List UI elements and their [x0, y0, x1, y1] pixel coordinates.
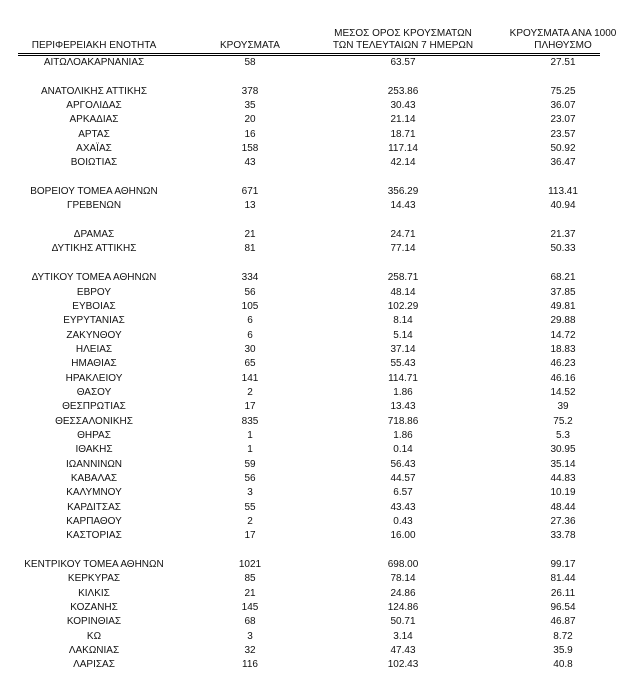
region-cell: ΘΕΣΠΡΩΤΙΑΣ — [62, 401, 126, 413]
rate-cell: 30.95 — [550, 444, 576, 456]
region-cell: ΗΛΕΙΑΣ — [75, 343, 113, 355]
cases-cell: 116 — [242, 659, 258, 671]
region-cell: ΒΟΡΕΙΟΥ ΤΟΜΕΑ ΑΘΗΝΩΝ — [30, 186, 158, 198]
table-body — [0, 56, 600, 673]
average-cell: 8.14 — [393, 315, 413, 327]
average-cell: 56.43 — [390, 458, 416, 470]
table-row — [0, 630, 600, 644]
table-row — [0, 386, 600, 400]
table-row — [0, 156, 600, 170]
region-cell: ΘΗΡΑΣ — [77, 429, 111, 441]
table-row — [0, 228, 600, 242]
header-cases: ΚΡΟΥΣΜΑΤΑ — [220, 40, 280, 51]
region-cell: ΚΟΖΑΝΗΣ — [70, 602, 118, 614]
region-cell: ΑΡΓΟΛΙΔΑΣ — [66, 100, 122, 112]
table-spacer — [0, 214, 600, 228]
cases-cell: 30 — [244, 343, 256, 355]
header-average-line2: ΤΩΝ ΤΕΛΕΥΤΑΙΩΝ 7 ΗΜΕΡΩΝ — [332, 40, 474, 51]
rate-cell: 81.44 — [550, 573, 576, 585]
cases-cell: 158 — [241, 143, 259, 155]
cases-cell: 35 — [244, 100, 256, 112]
table-row — [0, 443, 600, 457]
rate-cell: 23.57 — [550, 128, 576, 140]
rate-cell: 99.17 — [550, 559, 576, 571]
average-cell: 1.86 — [393, 429, 413, 441]
region-cell: ΘΑΣΟΥ — [76, 386, 112, 398]
rate-cell: 21.37 — [550, 229, 576, 241]
cases-cell: 21 — [244, 229, 256, 241]
table-row — [0, 415, 600, 429]
rate-cell: 10.19 — [550, 487, 576, 499]
cases-cell: 85 — [244, 573, 256, 585]
table-row — [0, 458, 600, 472]
table-row — [0, 242, 600, 256]
table-spacer — [0, 257, 600, 271]
cases-cell: 56 — [244, 472, 256, 484]
header-rate-line2: ΠΛΗΘΥΣΜΟ — [534, 40, 592, 51]
average-cell: 55.43 — [390, 358, 416, 370]
region-cell: ΕΥΒΟΙΑΣ — [72, 300, 116, 312]
table-spacer — [0, 70, 600, 84]
rate-cell: 96.54 — [550, 602, 576, 614]
header-rate-line1: ΚΡΟΥΣΜΑΤΑ ΑΝΑ 1000 — [509, 28, 617, 39]
rate-cell: 48.44 — [550, 501, 576, 513]
region-cell: ΒΟΙΩΤΙΑΣ — [70, 157, 118, 169]
average-cell: 24.86 — [390, 587, 416, 599]
rate-cell: 50.92 — [550, 143, 576, 155]
table-row — [0, 572, 600, 586]
region-cell: ΕΥΡΥΤΑΝΙΑΣ — [63, 315, 125, 327]
cases-cell: 378 — [241, 85, 259, 97]
average-cell: 77.14 — [390, 243, 416, 255]
table-row — [0, 400, 600, 414]
cases-cell: 17 — [244, 530, 256, 542]
cases-cell: 59 — [244, 458, 256, 470]
rate-cell: 36.07 — [550, 100, 576, 112]
rate-cell: 50.33 — [550, 243, 576, 255]
rate-cell: 46.87 — [550, 616, 576, 628]
rate-cell: 5.3 — [556, 429, 570, 441]
table-row — [0, 329, 600, 343]
rate-cell: 37.85 — [550, 286, 576, 298]
header-rate — [488, 28, 638, 52]
cases-cell: 2 — [247, 386, 253, 398]
average-cell: 0.14 — [393, 444, 413, 456]
average-cell: 48.14 — [390, 286, 416, 298]
table-row — [0, 558, 600, 572]
table-row — [0, 486, 600, 500]
region-cell: ΚΟΡΙΝΘΙΑΣ — [66, 616, 122, 628]
average-cell: 16.00 — [390, 530, 416, 542]
rate-cell: 8.72 — [553, 630, 573, 642]
average-cell: 114.71 — [388, 372, 418, 384]
table-row — [0, 113, 600, 127]
region-cell: ΔΡΑΜΑΣ — [73, 229, 115, 241]
rate-cell: 27.51 — [550, 57, 576, 68]
average-cell: 5.14 — [393, 329, 413, 341]
region-cell: ΚΕΡΚΥΡΑΣ — [67, 573, 121, 585]
region-cell: ΖΑΚΥΝΘΟΥ — [66, 329, 122, 341]
rate-cell: 33.78 — [550, 530, 576, 542]
region-cell: ΕΒΡΟΥ — [76, 286, 112, 298]
table-row — [0, 142, 600, 156]
cases-cell: 65 — [244, 358, 256, 370]
rate-cell: 35.14 — [550, 458, 576, 470]
rate-cell: 29.88 — [550, 315, 576, 327]
table-row — [0, 56, 600, 70]
region-cell: ΙΩΑΝΝΙΝΩΝ — [65, 458, 123, 470]
cases-cell: 43 — [244, 157, 256, 169]
cases-cell: 1 — [247, 444, 253, 456]
table-row — [0, 185, 600, 199]
region-cell: ΚΩ — [86, 630, 102, 642]
cases-cell: 56 — [244, 286, 256, 298]
cases-cell: 32 — [244, 645, 256, 657]
cases-cell: 68 — [244, 616, 256, 628]
table-row — [0, 472, 600, 486]
average-cell: 698.00 — [387, 559, 419, 571]
average-cell: 102.43 — [387, 659, 419, 671]
rate-cell: 113.41 — [548, 186, 578, 198]
table-row — [0, 199, 600, 213]
rate-cell: 14.52 — [550, 386, 576, 398]
region-cell: ΗΡΑΚΛΕΙΟΥ — [65, 372, 123, 384]
region-cell: ΙΘΑΚΗΣ — [75, 444, 113, 456]
cases-cell: 3 — [247, 630, 253, 642]
cases-cell: 835 — [241, 415, 259, 427]
table-row — [0, 357, 600, 371]
rate-cell: 26.11 — [550, 587, 576, 599]
table-spacer — [0, 544, 600, 558]
average-cell: 124.86 — [387, 602, 419, 614]
cases-cell: 58 — [244, 57, 256, 68]
rate-cell: 75.25 — [550, 85, 576, 97]
rate-cell: 68.21 — [550, 272, 576, 284]
cases-cell: 141 — [241, 372, 259, 384]
region-cell: ΗΜΑΘΙΑΣ — [71, 358, 117, 370]
average-cell: 21.14 — [390, 114, 416, 126]
cases-cell: 6 — [247, 329, 253, 341]
table-row — [0, 300, 600, 314]
cases-cell: 55 — [244, 501, 256, 513]
region-cell: ΑΙΤΩΛΟΑΚΑΡΝΑΝΙΑΣ — [43, 57, 145, 68]
rate-cell: 46.23 — [550, 358, 576, 370]
cases-cell: 334 — [241, 272, 259, 284]
header-average-line1: ΜΕΣΟΣ ΟΡΟΣ ΚΡΟΥΣΜΑΤΩΝ — [334, 28, 472, 39]
rate-cell: 23.07 — [550, 114, 576, 126]
header-region: ΠΕΡΙΦΕΡΕΙΑΚΗ ΕΝΟΤΗΤΑ — [31, 40, 157, 51]
cases-cell: 1021 — [238, 559, 262, 571]
average-cell: 718.86 — [387, 415, 419, 427]
cases-cell: 17 — [244, 401, 256, 413]
average-cell: 18.71 — [390, 128, 416, 140]
table-row — [0, 343, 600, 357]
cases-cell: 16 — [244, 128, 256, 140]
region-cell: ΛΑΚΩΝΙΑΣ — [68, 645, 120, 657]
rate-cell: 40.8 — [553, 659, 573, 671]
average-cell: 1.86 — [393, 386, 413, 398]
average-cell: 24.71 — [390, 229, 416, 241]
cases-cell: 3 — [247, 487, 253, 499]
region-cell: ΑΡΤΑΣ — [78, 128, 110, 140]
table-row — [0, 429, 600, 443]
average-cell: 44.57 — [390, 472, 416, 484]
region-cell: ΓΡΕΒΕΝΩΝ — [66, 200, 122, 212]
cases-cell: 13 — [244, 200, 256, 212]
rate-cell: 35.9 — [553, 645, 573, 657]
table-row — [0, 128, 600, 142]
region-cell: ΔΥΤΙΚΟΥ ΤΟΜΕΑ ΑΘΗΝΩΝ — [31, 272, 157, 284]
region-cell: ΔΥΤΙΚΗΣ ΑΤΤΙΚΗΣ — [51, 243, 137, 255]
cases-cell: 6 — [247, 315, 253, 327]
average-cell: 3.14 — [393, 630, 413, 642]
region-cell: ΑΡΚΑΔΙΑΣ — [69, 114, 119, 126]
table-row — [0, 501, 600, 515]
region-cell: ΘΕΣΣΑΛΟΝΙΚΗΣ — [55, 415, 133, 427]
rate-cell: 49.81 — [550, 300, 576, 312]
region-cell: ΚΕΝΤΡΙΚΟΥ ΤΟΜΕΑ ΑΘΗΝΩΝ — [24, 559, 164, 571]
average-cell: 6.57 — [393, 487, 413, 499]
cases-cell: 20 — [244, 114, 256, 126]
table-row — [0, 515, 600, 529]
table-row — [0, 644, 600, 658]
rate-cell: 39 — [557, 401, 569, 413]
region-cell: ΚΑΛΥΜΝΟΥ — [66, 487, 122, 499]
region-cell: ΛΑΡΙΣΑΣ — [73, 659, 115, 671]
rate-cell: 40.94 — [550, 200, 576, 212]
region-cell: ΑΧΑΪΑΣ — [76, 143, 112, 155]
region-cell: ΚΙΛΚΙΣ — [78, 587, 110, 599]
table-row — [0, 314, 600, 328]
average-cell: 37.14 — [390, 343, 416, 355]
average-cell: 14.43 — [390, 200, 416, 212]
average-cell: 78.14 — [390, 573, 416, 585]
table-row — [0, 615, 600, 629]
cases-cell: 105 — [241, 300, 259, 312]
table-row — [0, 587, 600, 601]
region-cell: ΚΑΒΑΛΑΣ — [70, 472, 118, 484]
table-row — [0, 658, 600, 672]
rate-cell: 44.83 — [550, 472, 576, 484]
average-cell: 0.43 — [393, 516, 413, 527]
average-cell: 356.29 — [387, 186, 419, 198]
table-row — [0, 271, 600, 285]
rate-cell: 18.83 — [550, 343, 576, 355]
table-spacer — [0, 171, 600, 185]
average-cell: 13.43 — [390, 401, 416, 413]
cases-cell: 2 — [247, 516, 253, 527]
table-row — [0, 85, 600, 99]
header-average — [318, 28, 488, 52]
rate-cell: 75.2 — [553, 415, 573, 427]
table-row — [0, 286, 600, 300]
region-cell: ΚΑΣΤΟΡΙΑΣ — [66, 530, 122, 542]
average-cell: 30.43 — [390, 100, 416, 112]
region-cell: ΚΑΡΠΑΘΟΥ — [66, 516, 122, 527]
region-cell: ΚΑΡΔΙΤΣΑΣ — [67, 501, 121, 513]
average-cell: 47.43 — [390, 645, 416, 657]
header-rule — [18, 53, 600, 54]
rate-cell: 46.16 — [550, 372, 576, 384]
table-row — [0, 99, 600, 113]
rate-cell: 36.47 — [550, 157, 576, 169]
average-cell: 117.14 — [388, 143, 418, 155]
rate-cell: 14.72 — [550, 329, 576, 341]
average-cell: 43.43 — [390, 501, 416, 513]
table-row — [0, 529, 600, 543]
cases-cell: 145 — [241, 602, 259, 614]
cases-cell: 81 — [244, 243, 256, 255]
cases-cell: 1 — [247, 429, 253, 441]
average-cell: 253.86 — [387, 85, 419, 97]
rate-cell: 27.36 — [550, 516, 576, 527]
cases-cell: 671 — [241, 186, 259, 198]
table-row — [0, 601, 600, 615]
average-cell: 42.14 — [390, 157, 416, 169]
table-row — [0, 372, 600, 386]
average-cell: 258.71 — [387, 272, 419, 284]
average-cell: 50.71 — [390, 616, 416, 628]
region-cell: ΑΝΑΤΟΛΙΚΗΣ ΑΤΤΙΚΗΣ — [40, 85, 148, 97]
cases-cell: 21 — [244, 587, 256, 599]
average-cell: 102.29 — [387, 300, 419, 312]
average-cell: 63.57 — [390, 57, 416, 68]
